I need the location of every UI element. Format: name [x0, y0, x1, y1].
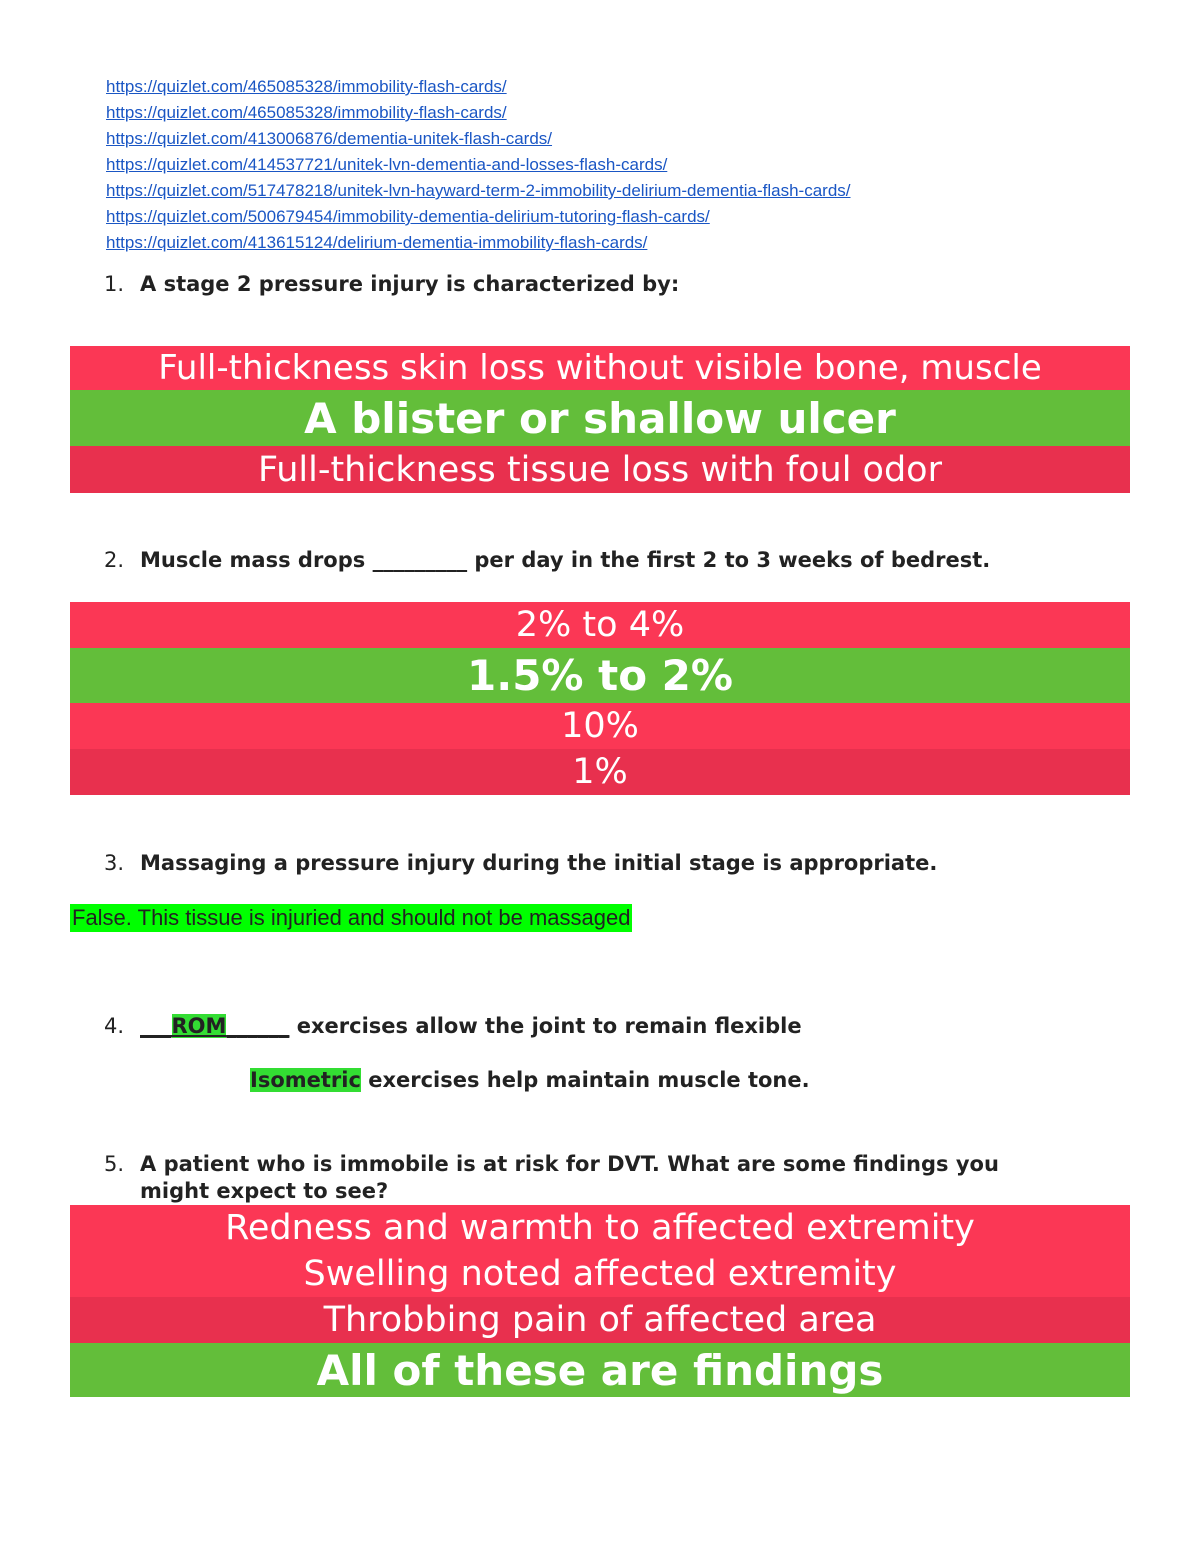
question-3-answer: False. This tissue is injuried and should not be massaged	[72, 905, 631, 930]
answer-option-wrong[interactable]: 2% to 4%	[70, 602, 1130, 648]
question-text: A stage 2 pressure injury is characterized by:	[140, 272, 680, 296]
answer-option-wrong[interactable]: 1%	[70, 749, 1130, 795]
question-number: 3.	[104, 851, 125, 875]
question-blank: _________	[372, 548, 468, 572]
reference-link[interactable]: https://quizlet.com/413006876/dementia-unitek-flash-cards/	[106, 129, 553, 148]
question-text: exercises allow the joint to remain flexible	[289, 1014, 802, 1038]
reference-link[interactable]: https://quizlet.com/517478218/unitek-lvn-hayward-term-2-immobility-delirium-dementia-flash-cards/	[106, 181, 851, 200]
question-number: 2.	[104, 548, 125, 572]
answer-option-wrong[interactable]: Full-thickness tissue loss with foul odor	[70, 446, 1130, 493]
reference-link[interactable]: https://quizlet.com/500679454/immobility-dementia-delirium-tutoring-flash-cards/	[106, 207, 710, 226]
question-number: 5.	[104, 1152, 125, 1176]
question-number: 1.	[104, 272, 125, 296]
reference-link[interactable]: https://quizlet.com/414537721/unitek-lvn-dementia-and-losses-flash-cards/	[106, 155, 668, 174]
answer-option-wrong[interactable]: 10%	[70, 703, 1130, 749]
question-4-line-2	[250, 1068, 810, 1092]
question-blank: ______	[226, 1014, 290, 1038]
reference-link[interactable]: https://quizlet.com/413615124/delirium-dementia-immobility-flash-cards/	[106, 233, 648, 252]
answer-option-wrong[interactable]: Redness and warmth to affected extremity	[70, 1205, 1130, 1251]
question-text: might expect to see?	[140, 1179, 389, 1203]
answer-option-correct[interactable]: 1.5% to 2%	[70, 648, 1130, 703]
answer-option-correct[interactable]: A blister or shallow ulcer	[70, 390, 1130, 446]
question-blank: ___	[140, 1014, 172, 1038]
question-text: per day in the first 2 to 3 weeks of bedrest.	[467, 548, 991, 572]
answer-option-wrong[interactable]: Full-thickness skin loss without visible bone, muscle	[70, 346, 1130, 390]
question-text: exercises help maintain muscle tone.	[360, 1068, 810, 1092]
answer-option-wrong[interactable]: Throbbing pain of affected area	[70, 1297, 1130, 1343]
question-text: A patient who is immobile is at risk for DVT. What are some findings you	[140, 1152, 999, 1176]
highlighted-answer: ROM	[171, 1014, 227, 1038]
reference-link[interactable]: https://quizlet.com/465085328/immobility-flash-cards/	[106, 77, 507, 96]
answer-option-correct[interactable]: All of these are findings	[70, 1343, 1130, 1397]
question-text: Muscle mass drops	[140, 548, 373, 572]
question-text: Massaging a pressure injury during the initial stage is appropriate.	[140, 851, 938, 875]
question-5-options	[70, 1205, 1130, 1397]
question-1-options	[70, 346, 1130, 493]
question-4	[104, 1014, 802, 1038]
answer-option-wrong[interactable]: Swelling noted affected extremity	[70, 1251, 1130, 1297]
question-2	[104, 548, 990, 572]
question-number: 4.	[104, 1014, 125, 1038]
question-1	[104, 272, 679, 296]
highlighted-answer: Isometric	[250, 1068, 361, 1092]
reference-links	[106, 74, 851, 256]
question-2-options	[70, 602, 1130, 795]
question-5	[104, 1151, 999, 1205]
question-3	[104, 851, 937, 875]
reference-link[interactable]: https://quizlet.com/465085328/immobility-flash-cards/	[106, 103, 507, 122]
